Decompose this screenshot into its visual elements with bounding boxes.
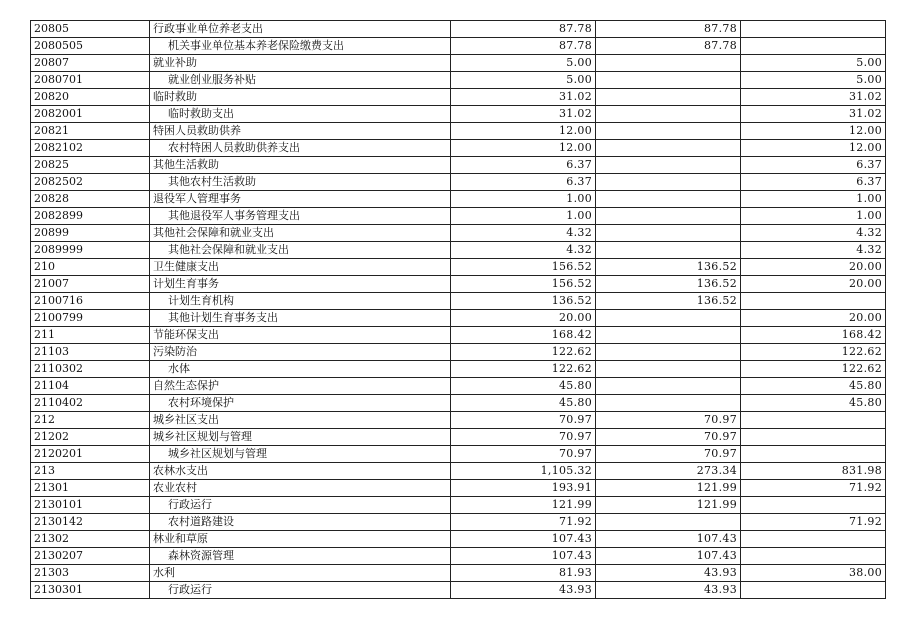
project-expenditure-cell [741, 548, 886, 565]
total-amount-cell: 71.92 [451, 514, 596, 531]
subject-name-cell: 行政运行 [150, 497, 451, 514]
project-expenditure-cell [741, 293, 886, 310]
basic-expenditure-cell [596, 327, 741, 344]
total-amount-cell: 12.00 [451, 140, 596, 157]
subject-code-cell: 21303 [31, 565, 150, 582]
total-amount-cell: 107.43 [451, 531, 596, 548]
table-row [31, 412, 886, 429]
table-row [31, 497, 886, 514]
subject-code-cell: 2100799 [31, 310, 150, 327]
subject-name-cell: 水利 [150, 565, 451, 582]
total-amount-cell: 122.62 [451, 344, 596, 361]
total-amount-cell: 4.32 [451, 242, 596, 259]
project-expenditure-cell: 20.00 [741, 310, 886, 327]
subject-name-cell: 其他计划生育事务支出 [150, 310, 451, 327]
subject-name-cell: 就业补助 [150, 55, 451, 72]
total-amount-cell: 31.02 [451, 106, 596, 123]
subject-code-cell: 20899 [31, 225, 150, 242]
subject-name-cell: 农业农村 [150, 480, 451, 497]
basic-expenditure-cell: 121.99 [596, 497, 741, 514]
project-expenditure-cell: 831.98 [741, 463, 886, 480]
total-amount-cell: 121.99 [451, 497, 596, 514]
project-expenditure-cell: 1.00 [741, 208, 886, 225]
total-amount-cell: 136.52 [451, 293, 596, 310]
project-expenditure-cell: 20.00 [741, 259, 886, 276]
project-expenditure-cell: 20.00 [741, 276, 886, 293]
table-row [31, 310, 886, 327]
table-row [31, 174, 886, 191]
budget-expenditure-table [30, 20, 886, 599]
table-row [31, 582, 886, 599]
subject-code-cell: 2080505 [31, 38, 150, 55]
total-amount-cell: 1.00 [451, 191, 596, 208]
subject-name-cell: 林业和草原 [150, 531, 451, 548]
total-amount-cell: 156.52 [451, 259, 596, 276]
subject-code-cell: 20821 [31, 123, 150, 140]
subject-code-cell: 2082001 [31, 106, 150, 123]
subject-code-cell: 2130101 [31, 497, 150, 514]
basic-expenditure-cell [596, 344, 741, 361]
basic-expenditure-cell: 121.99 [596, 480, 741, 497]
basic-expenditure-cell: 136.52 [596, 259, 741, 276]
total-amount-cell: 193.91 [451, 480, 596, 497]
subject-name-cell: 节能环保支出 [150, 327, 451, 344]
total-amount-cell: 5.00 [451, 55, 596, 72]
total-amount-cell: 1,105.32 [451, 463, 596, 480]
subject-name-cell: 污染防治 [150, 344, 451, 361]
subject-name-cell: 其他社会保障和就业支出 [150, 225, 451, 242]
subject-code-cell: 21007 [31, 276, 150, 293]
subject-name-cell: 水体 [150, 361, 451, 378]
project-expenditure-cell: 31.02 [741, 106, 886, 123]
table-row [31, 191, 886, 208]
subject-code-cell: 21103 [31, 344, 150, 361]
basic-expenditure-cell [596, 310, 741, 327]
table-row [31, 140, 886, 157]
basic-expenditure-cell [596, 140, 741, 157]
subject-code-cell: 212 [31, 412, 150, 429]
project-expenditure-cell [741, 38, 886, 55]
project-expenditure-cell [741, 21, 886, 38]
table-row [31, 276, 886, 293]
table-row [31, 327, 886, 344]
table-row [31, 446, 886, 463]
total-amount-cell: 1.00 [451, 208, 596, 225]
subject-code-cell: 2082899 [31, 208, 150, 225]
basic-expenditure-cell [596, 225, 741, 242]
project-expenditure-cell: 12.00 [741, 123, 886, 140]
table-row [31, 378, 886, 395]
subject-name-cell: 临时救助支出 [150, 106, 451, 123]
subject-name-cell: 农村道路建设 [150, 514, 451, 531]
table-row [31, 123, 886, 140]
basic-expenditure-cell: 107.43 [596, 548, 741, 565]
subject-code-cell: 211 [31, 327, 150, 344]
basic-expenditure-cell: 70.97 [596, 446, 741, 463]
project-expenditure-cell [741, 446, 886, 463]
total-amount-cell: 70.97 [451, 429, 596, 446]
total-amount-cell: 4.32 [451, 225, 596, 242]
basic-expenditure-cell: 107.43 [596, 531, 741, 548]
table-row [31, 361, 886, 378]
project-expenditure-cell: 12.00 [741, 140, 886, 157]
subject-name-cell: 退役军人管理事务 [150, 191, 451, 208]
total-amount-cell: 6.37 [451, 174, 596, 191]
table-row [31, 157, 886, 174]
subject-name-cell: 卫生健康支出 [150, 259, 451, 276]
subject-code-cell: 213 [31, 463, 150, 480]
project-expenditure-cell: 1.00 [741, 191, 886, 208]
table-row [31, 344, 886, 361]
basic-expenditure-cell: 70.97 [596, 412, 741, 429]
project-expenditure-cell [741, 531, 886, 548]
table-row [31, 21, 886, 38]
subject-name-cell: 临时救助 [150, 89, 451, 106]
table-body [31, 21, 886, 599]
basic-expenditure-cell: 136.52 [596, 293, 741, 310]
subject-code-cell: 2130207 [31, 548, 150, 565]
total-amount-cell: 87.78 [451, 21, 596, 38]
project-expenditure-cell: 4.32 [741, 242, 886, 259]
subject-code-cell: 2100716 [31, 293, 150, 310]
project-expenditure-cell: 6.37 [741, 174, 886, 191]
subject-code-cell: 20807 [31, 55, 150, 72]
total-amount-cell: 156.52 [451, 276, 596, 293]
basic-expenditure-cell [596, 72, 741, 89]
basic-expenditure-cell [596, 242, 741, 259]
subject-code-cell: 21302 [31, 531, 150, 548]
project-expenditure-cell: 5.00 [741, 72, 886, 89]
table-row [31, 89, 886, 106]
project-expenditure-cell [741, 497, 886, 514]
project-expenditure-cell [741, 429, 886, 446]
table-row [31, 565, 886, 582]
subject-name-cell: 计划生育事务 [150, 276, 451, 293]
project-expenditure-cell: 122.62 [741, 344, 886, 361]
subject-code-cell: 21104 [31, 378, 150, 395]
subject-name-cell: 就业创业服务补贴 [150, 72, 451, 89]
total-amount-cell: 122.62 [451, 361, 596, 378]
table-row [31, 531, 886, 548]
total-amount-cell: 168.42 [451, 327, 596, 344]
project-expenditure-cell: 45.80 [741, 395, 886, 412]
basic-expenditure-cell [596, 89, 741, 106]
basic-expenditure-cell [596, 174, 741, 191]
subject-code-cell: 210 [31, 259, 150, 276]
table-row [31, 514, 886, 531]
project-expenditure-cell: 4.32 [741, 225, 886, 242]
basic-expenditure-cell [596, 208, 741, 225]
subject-code-cell: 20820 [31, 89, 150, 106]
basic-expenditure-cell: 43.93 [596, 582, 741, 599]
total-amount-cell: 31.02 [451, 89, 596, 106]
project-expenditure-cell: 71.92 [741, 514, 886, 531]
table-row [31, 259, 886, 276]
subject-name-cell: 自然生态保护 [150, 378, 451, 395]
table-row [31, 395, 886, 412]
subject-name-cell: 森林资源管理 [150, 548, 451, 565]
basic-expenditure-cell [596, 361, 741, 378]
subject-name-cell: 城乡社区规划与管理 [150, 429, 451, 446]
table-row [31, 208, 886, 225]
project-expenditure-cell: 45.80 [741, 378, 886, 395]
table-row [31, 480, 886, 497]
subject-name-cell: 行政运行 [150, 582, 451, 599]
subject-name-cell: 特困人员救助供养 [150, 123, 451, 140]
total-amount-cell: 20.00 [451, 310, 596, 327]
table-row [31, 548, 886, 565]
subject-code-cell: 2110402 [31, 395, 150, 412]
basic-expenditure-cell: 43.93 [596, 565, 741, 582]
project-expenditure-cell: 38.00 [741, 565, 886, 582]
table-row [31, 242, 886, 259]
table-row [31, 293, 886, 310]
table-row [31, 463, 886, 480]
total-amount-cell: 70.97 [451, 412, 596, 429]
basic-expenditure-cell: 273.34 [596, 463, 741, 480]
subject-code-cell: 2130301 [31, 582, 150, 599]
subject-name-cell: 计划生育机构 [150, 293, 451, 310]
basic-expenditure-cell [596, 514, 741, 531]
subject-code-cell: 2080701 [31, 72, 150, 89]
basic-expenditure-cell: 70.97 [596, 429, 741, 446]
subject-code-cell: 2110302 [31, 361, 150, 378]
subject-code-cell: 2082502 [31, 174, 150, 191]
basic-expenditure-cell [596, 191, 741, 208]
table-row [31, 55, 886, 72]
subject-code-cell: 21301 [31, 480, 150, 497]
subject-name-cell: 其他退役军人事务管理支出 [150, 208, 451, 225]
total-amount-cell: 6.37 [451, 157, 596, 174]
subject-name-cell: 其他社会保障和就业支出 [150, 242, 451, 259]
subject-name-cell: 其他生活救助 [150, 157, 451, 174]
subject-name-cell: 行政事业单位养老支出 [150, 21, 451, 38]
basic-expenditure-cell [596, 106, 741, 123]
table-row [31, 72, 886, 89]
subject-code-cell: 20805 [31, 21, 150, 38]
subject-name-cell: 农村特困人员救助供养支出 [150, 140, 451, 157]
subject-name-cell: 农村环境保护 [150, 395, 451, 412]
subject-code-cell: 20828 [31, 191, 150, 208]
project-expenditure-cell [741, 582, 886, 599]
basic-expenditure-cell [596, 157, 741, 174]
basic-expenditure-cell: 87.78 [596, 21, 741, 38]
subject-code-cell: 21202 [31, 429, 150, 446]
project-expenditure-cell: 71.92 [741, 480, 886, 497]
total-amount-cell: 107.43 [451, 548, 596, 565]
subject-code-cell: 2120201 [31, 446, 150, 463]
basic-expenditure-cell [596, 123, 741, 140]
total-amount-cell: 45.80 [451, 378, 596, 395]
subject-name-cell: 其他农村生活救助 [150, 174, 451, 191]
subject-code-cell: 2089999 [31, 242, 150, 259]
project-expenditure-cell: 31.02 [741, 89, 886, 106]
subject-code-cell: 20825 [31, 157, 150, 174]
total-amount-cell: 81.93 [451, 565, 596, 582]
basic-expenditure-cell: 87.78 [596, 38, 741, 55]
subject-name-cell: 城乡社区规划与管理 [150, 446, 451, 463]
subject-name-cell: 机关事业单位基本养老保险缴费支出 [150, 38, 451, 55]
total-amount-cell: 87.78 [451, 38, 596, 55]
project-expenditure-cell: 6.37 [741, 157, 886, 174]
total-amount-cell: 43.93 [451, 582, 596, 599]
total-amount-cell: 12.00 [451, 123, 596, 140]
subject-name-cell: 农林水支出 [150, 463, 451, 480]
basic-expenditure-cell [596, 395, 741, 412]
table-row [31, 106, 886, 123]
table-row [31, 429, 886, 446]
subject-name-cell: 城乡社区支出 [150, 412, 451, 429]
basic-expenditure-cell [596, 55, 741, 72]
subject-code-cell: 2130142 [31, 514, 150, 531]
total-amount-cell: 70.97 [451, 446, 596, 463]
project-expenditure-cell [741, 412, 886, 429]
basic-expenditure-cell [596, 378, 741, 395]
table-row [31, 38, 886, 55]
project-expenditure-cell: 168.42 [741, 327, 886, 344]
total-amount-cell: 5.00 [451, 72, 596, 89]
table-row [31, 225, 886, 242]
total-amount-cell: 45.80 [451, 395, 596, 412]
subject-code-cell: 2082102 [31, 140, 150, 157]
project-expenditure-cell: 5.00 [741, 55, 886, 72]
basic-expenditure-cell: 136.52 [596, 276, 741, 293]
project-expenditure-cell: 122.62 [741, 361, 886, 378]
